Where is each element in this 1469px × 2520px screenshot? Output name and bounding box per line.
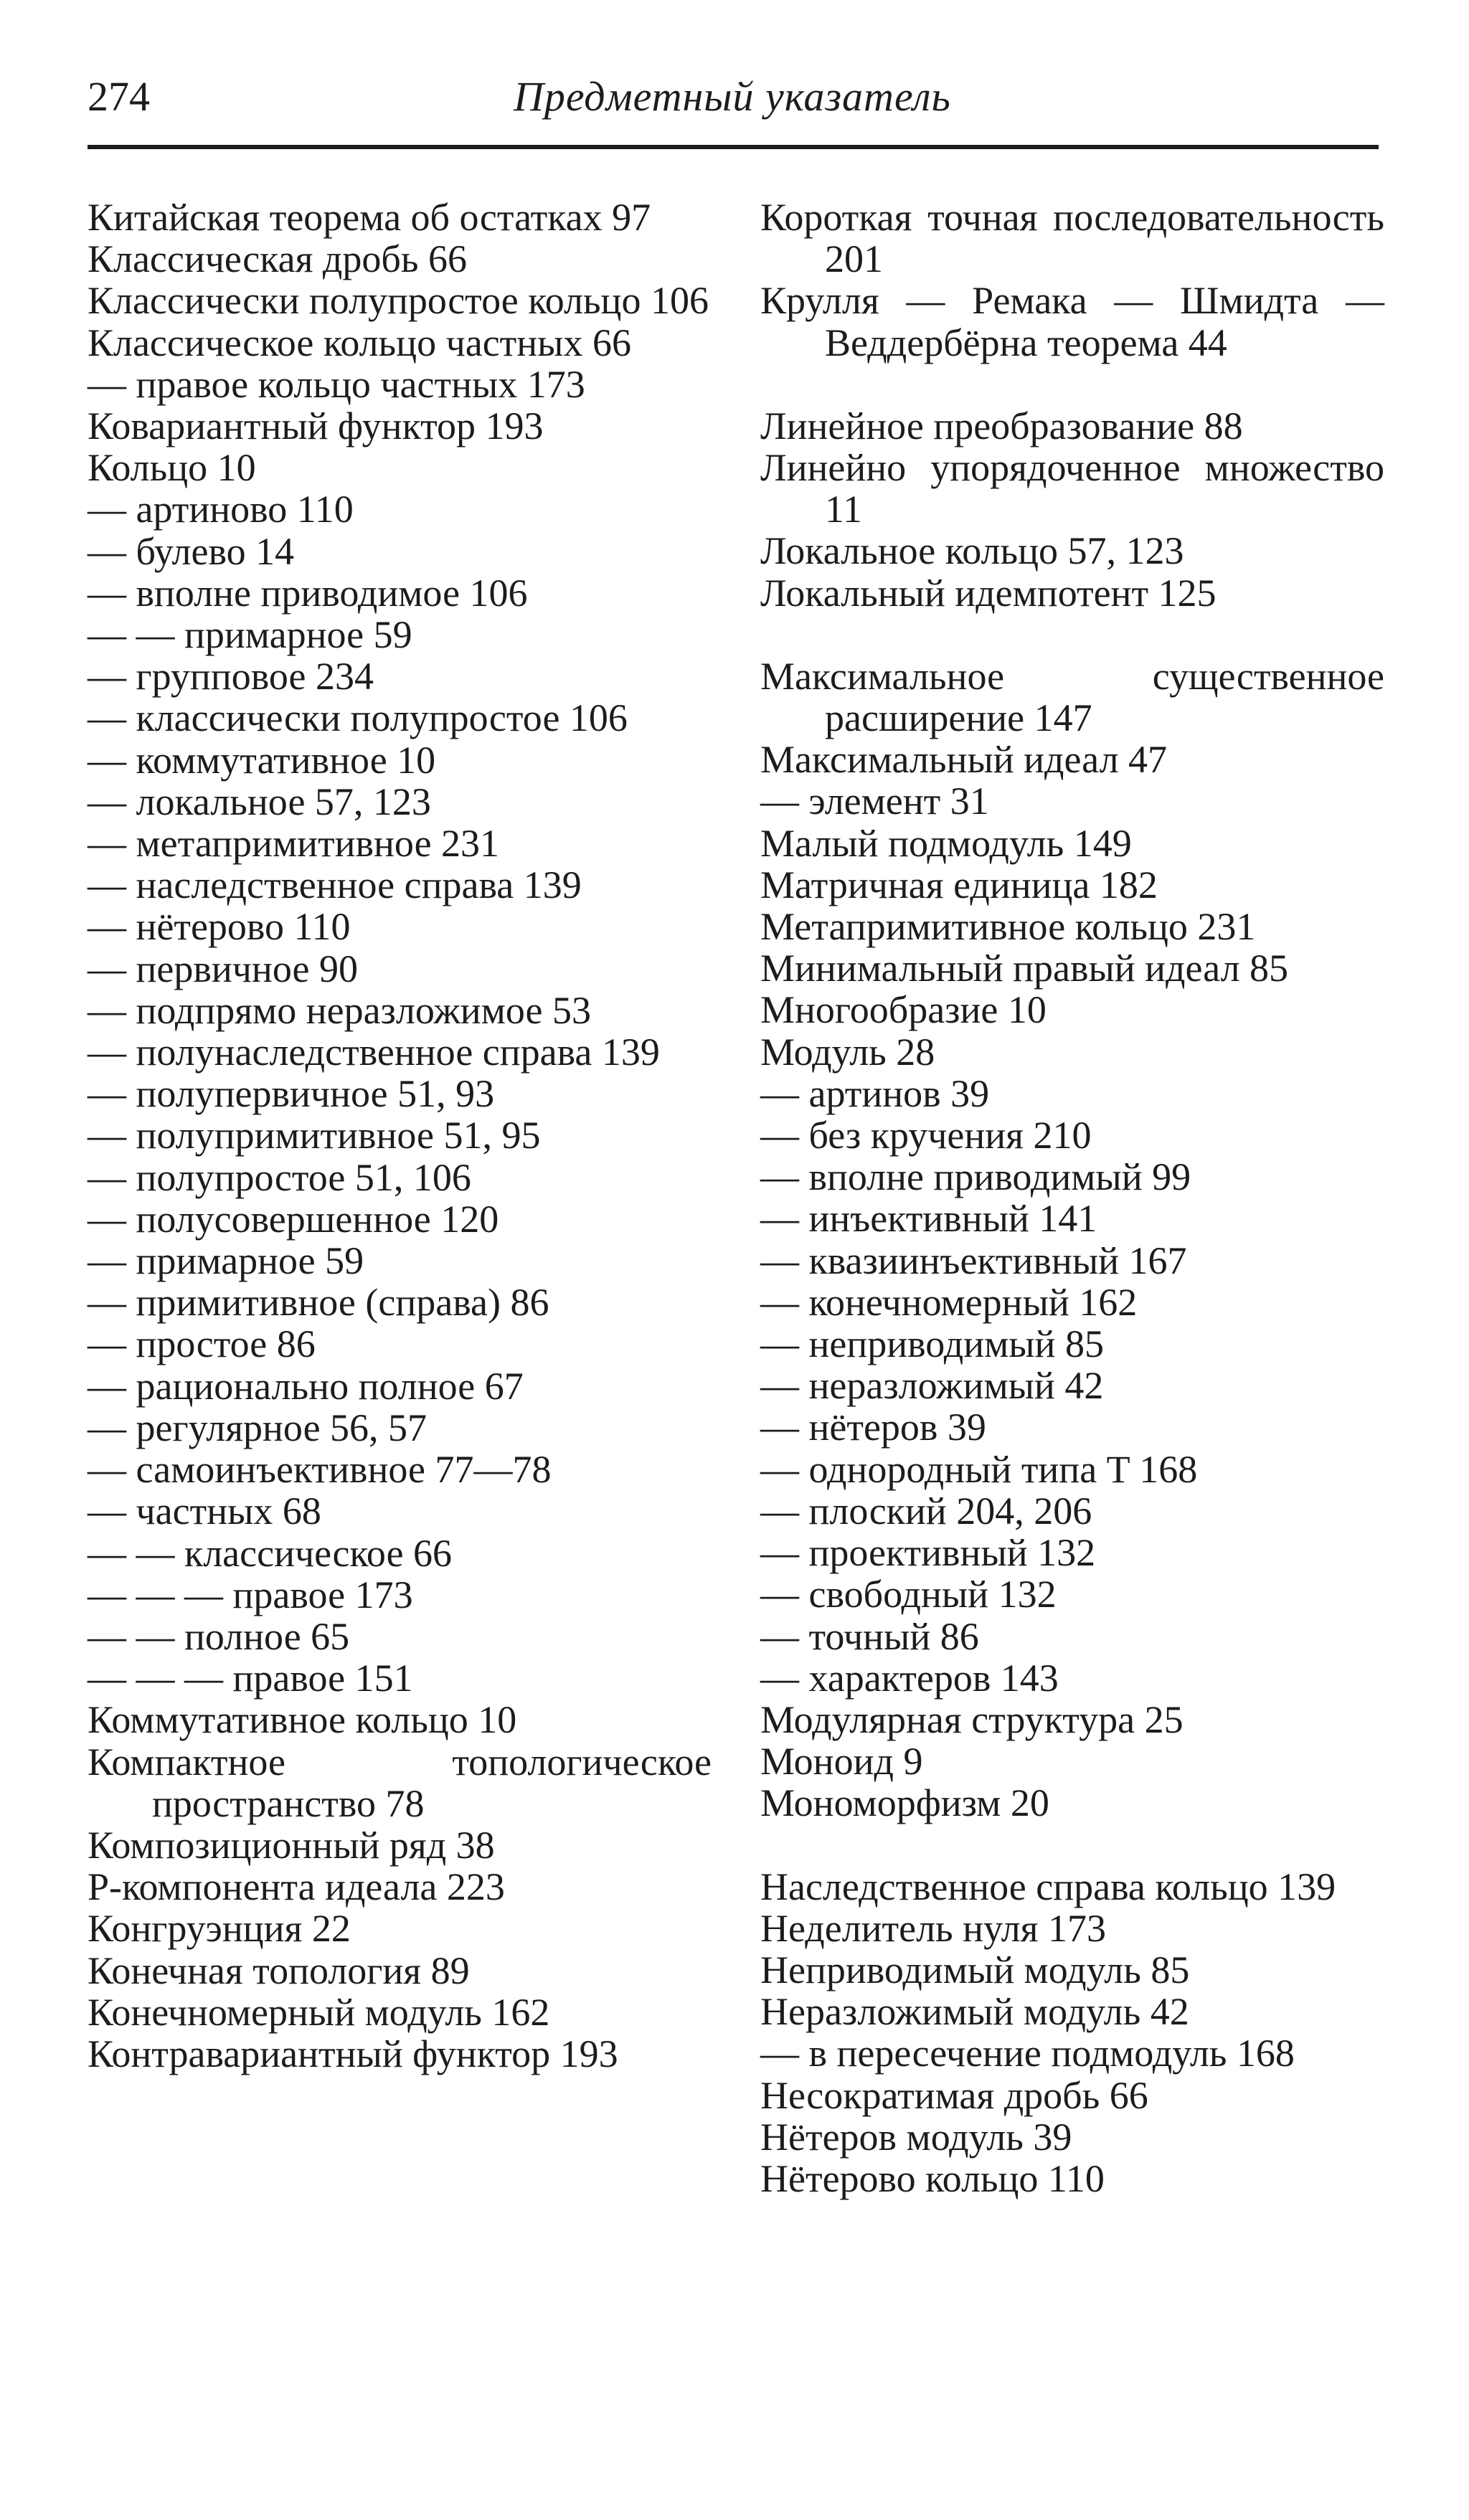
index-entry: — неразложимый 42: [760, 1364, 1104, 1408]
index-entry: — элемент 31: [760, 780, 989, 823]
index-entry: Локальный идемпотент 125: [760, 571, 1217, 615]
index-entry: — инъективный 141: [760, 1197, 1097, 1241]
index-entry: — квазиинъективный 167: [760, 1238, 1187, 1282]
index-entry: — — классическое 66: [88, 1531, 453, 1575]
index-entry: — — примарное 59: [88, 613, 412, 657]
index-entry: Нётерово кольцо 110: [760, 2156, 1105, 2200]
index-entry: Многообразие 10: [760, 988, 1047, 1032]
index-entry: — точный 86: [760, 1614, 979, 1658]
index-entry: Конечная топология 89: [88, 1948, 470, 1992]
index-entry: — самоинъективное 77—78: [88, 1448, 552, 1492]
index-entry: — однородный типа T 168: [760, 1447, 1198, 1491]
index-entry: — — — правое 173: [88, 1573, 413, 1616]
index-entry: — свободный 132: [760, 1573, 1057, 1616]
index-entry: Китайская теорема об остатках 97: [88, 196, 651, 239]
index-entry: Классическое кольцо частных 66: [88, 321, 631, 364]
index-entry: Классически полупростое кольцо 106: [88, 279, 709, 323]
index-entry: Р-компонента идеала 223: [88, 1865, 505, 1909]
index-entry: Кольцо 10: [88, 446, 256, 490]
index-entry: — нётеров 39: [760, 1406, 986, 1449]
index-entry: — конечномерный 162: [760, 1280, 1138, 1324]
index-entry: — примитивное (справа) 86: [88, 1281, 549, 1325]
index-entry: Матричная единица 182: [760, 863, 1158, 906]
index-entry: Линейно упорядоченное множество 11: [760, 446, 1384, 531]
index-entry: Максимальное существенное расширение 147: [760, 654, 1384, 740]
index-entry: — наследственное справа 139: [88, 863, 582, 907]
page-header: [88, 72, 1377, 143]
index-entry: — групповое 234: [88, 655, 374, 698]
index-entry: — — полное 65: [88, 1614, 350, 1658]
index-entry: — регулярное 56, 57: [88, 1406, 428, 1449]
running-title: Предметный указатель: [514, 73, 951, 120]
index-entry: — артиново 110: [88, 488, 354, 531]
index-entry: Модулярная структура 25: [760, 1697, 1184, 1741]
index-entry: — полупростое 51, 106: [88, 1155, 471, 1199]
index-entry: — проективный 132: [760, 1531, 1096, 1575]
index-entry: — метапримитивное 231: [88, 822, 500, 866]
index-entry: Неделитель нуля 173: [760, 1906, 1106, 1950]
index-entry: — частных 68: [88, 1489, 321, 1533]
index-entry: Контравариантный функтор 193: [88, 2032, 618, 2075]
index-entry: Мономорфизм 20: [760, 1781, 1049, 1825]
index-entry: Компактное топологическое пространство 78: [88, 1740, 712, 1825]
index-entry: Наследственное справа кольцо 139: [760, 1865, 1336, 1908]
index-entry: Композиционный ряд 38: [88, 1823, 495, 1867]
index-entry: — — — правое 151: [88, 1657, 413, 1700]
index-entry: — локальное 57, 123: [88, 780, 431, 823]
index-entry: — артинов 39: [760, 1071, 990, 1115]
index-column-right: [760, 196, 1384, 2199]
index-entry: Модуль 28: [760, 1030, 935, 1074]
index-entry: Минимальный правый идеал 85: [760, 947, 1289, 990]
index-entry: — характеров 143: [760, 1656, 1059, 1700]
index-entry: Малый подмодуль 149: [760, 821, 1132, 865]
index-column-left: [88, 196, 712, 2075]
index-entry: Несократимая дробь 66: [760, 2073, 1148, 2117]
index-entry: — вполне приводимое 106: [88, 571, 528, 615]
index-entry: — коммутативное 10: [88, 738, 436, 782]
index-entry: — полунаследственное справа 139: [88, 1031, 660, 1074]
index-entry: — нётерово 110: [88, 905, 351, 949]
index-entry: Ковариантный функтор 193: [88, 404, 544, 448]
index-entry: — неприводимый 85: [760, 1322, 1104, 1366]
index-entry: — булево 14: [88, 529, 295, 573]
index-entry: — плоский 204, 206: [760, 1489, 1092, 1533]
index-entry: Неразложимый модуль 42: [760, 1990, 1189, 2034]
index-entry: — полупервичное 51, 93: [88, 1072, 495, 1116]
index-entry: Крулля — Ремака — Шмидта — Веддербёрна теорема 44: [760, 279, 1384, 364]
index-entry: Классическая дробь 66: [88, 237, 468, 281]
index-entry: Короткая точная последовательность 201: [760, 196, 1384, 281]
index-entry: — без кручения 210: [760, 1114, 1092, 1157]
index-entry: — правое кольцо частных 173: [88, 362, 585, 406]
index-entry: Метапримитивное кольцо 231: [760, 905, 1256, 949]
index-entry: — полусовершенное 120: [88, 1197, 499, 1241]
index-entry: — подпрямо неразложимое 53: [88, 988, 591, 1032]
index-entry: Коммутативное кольцо 10: [88, 1698, 517, 1742]
index-entry: — классически полупростое 106: [88, 696, 628, 740]
index-entry: Линейное преобразование 88: [760, 404, 1243, 447]
index-entry: Неприводимый модуль 85: [760, 1948, 1190, 1991]
index-entry: — примарное 59: [88, 1239, 364, 1283]
header-rule: [88, 145, 1379, 149]
index-entry: — простое 86: [88, 1322, 316, 1366]
index-entry: Максимальный идеал 47: [760, 738, 1168, 782]
index-entry: Конечномерный модуль 162: [88, 1990, 550, 2034]
index-entry: Моноид 9: [760, 1740, 923, 1784]
index-entry: — в пересечение подмодуль 168: [760, 2032, 1295, 2075]
index-entry: Нётеров модуль 39: [760, 2115, 1072, 2159]
index-entry: — вполне приводимый 99: [760, 1155, 1191, 1199]
index-entry: Конгруэнция 22: [88, 1907, 351, 1951]
index-entry: — рационально полное 67: [88, 1364, 524, 1408]
index-entry: — первичное 90: [88, 947, 358, 990]
index-entry: — полупримитивное 51, 95: [88, 1114, 541, 1157]
index-entry: Локальное кольцо 57, 123: [760, 529, 1184, 573]
page-number: 274: [88, 73, 150, 120]
